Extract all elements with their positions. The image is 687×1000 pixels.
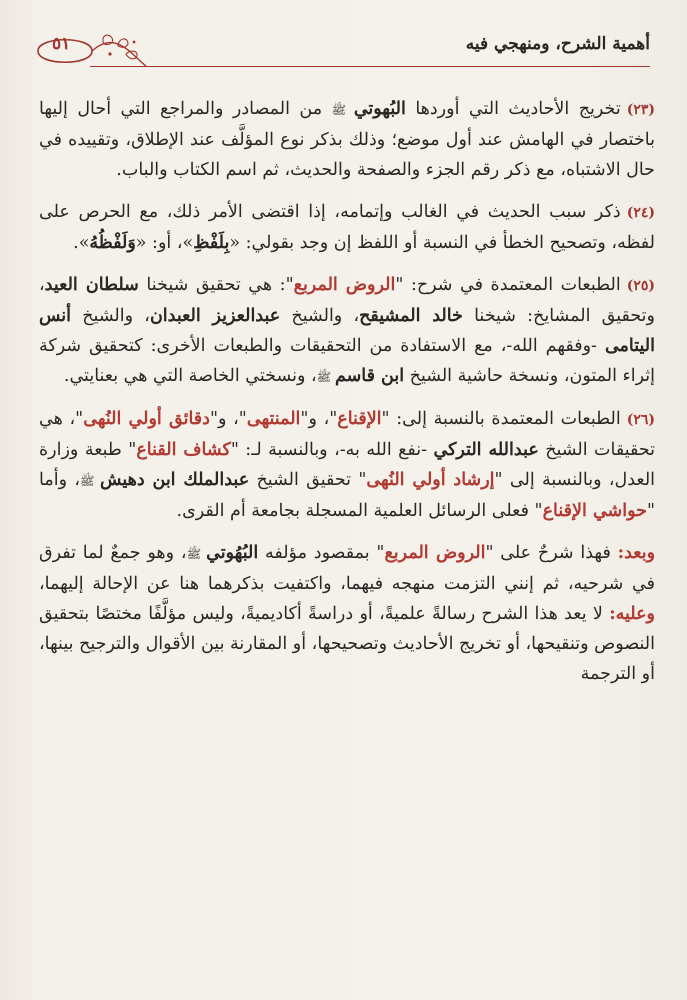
floral-ornament-icon [30,28,150,74]
bold-name: وَلَفْظُهُ [89,233,136,253]
paragraph-text [39,404,655,526]
text-run: -وفقهم الله-، مع الاستفادة من التحقيقات والطبعات الأخرى: كتحقيق شركة إثراء المتون، ونسخة حاشية الشيخ [39,336,655,386]
page-number-ornament [30,28,150,74]
bold-name: سلطان العيد [44,275,139,295]
text-run: من المصادر والمراجع التي أحال إليها باختصار في الهامش عند أول موضع؛ وذلك بذكر نوع المؤلَّف عند الإطلاق، وتقييده في حال الاشتباه، مع ذكر رقم الجزء والصفحة والحديث، ثم اسم الكتاب والباب. [39,99,655,180]
text-run: ، والشيخ [280,306,360,326]
highlighted-term: إرشاد أولي النُهى [366,470,495,490]
text-run: " فعلى الرسائل العلمية المسجلة بجامعة أم القرى. [176,501,543,521]
paragraph [39,404,655,526]
body-text [39,94,655,701]
text-run: " بمقصود مؤلفه [258,543,385,563]
bold-name: بِلَفْظِ [193,233,230,253]
header-title: أهمية الشرح، ومنهجي فيه [465,34,650,54]
text-run: " تحقيق الشيخ [249,470,367,490]
paragraph-text [39,94,655,185]
bold-name: خالد المشيقح [359,306,463,326]
highlighted-term: المنتهى [246,409,301,429]
text-run: الطبعات المعتمدة بالنسبة إلى: " [381,409,621,429]
highlighted-term: دقائق أولي النُهى [83,409,210,429]
page-number: ٥١ [52,34,71,54]
highlighted-term: الروض المربع [384,543,486,563]
text-run: ": هي تحقيق شيخنا [138,275,294,295]
text-run: لا يعد هذا الشرح رسالةً علميةً، أو دراسةً أكاديميةً، وليس مؤلَّفًا مختصًا بتحقيق النصوص وتنقيحها، أو تخريج الأحاديث وتصحيحها، أو المقارنة بين الأقوال والترجيح بينها، أو الترجمة [39,604,655,684]
text-run: ، وتحقيق المشايخ: شيخنا [39,275,655,326]
paragraph [39,197,655,258]
header-rule [90,66,650,67]
honorific-glyph: ﷺ [331,103,354,117]
item-number: (٢٣) [626,102,656,118]
honorific-glyph: ﷺ [79,474,101,488]
highlighted-term: حواشي الإقناع [542,501,647,521]
text-run: "، و" [209,409,247,429]
text-run: »، أو: « [135,233,194,253]
text-run: ، والشيخ [71,306,150,326]
running-header [30,28,650,74]
text-run: فهذا شرحٌ على " [485,543,618,563]
paragraph-text [39,538,655,689]
text-run: ذكر سبب الحديث في الغالب وإتمامه، إذا اقتضى الأمر ذلك، مع الحرص على لفظه، وتصحيح الخطأ في النسبة أو اللفظ إن وجد بقولي: « [39,202,655,253]
highlighted-term: وعليه: [609,604,655,624]
text-run: -نفع الله به-، وبالنسبة لـ: " [230,440,434,460]
honorific-glyph: ﷺ [316,370,335,384]
item-number: (٢٦) [626,412,656,428]
text-run: "، و" [300,409,338,429]
item-number: (٢٤) [626,205,655,221]
highlighted-term: الروض المربع [293,275,396,295]
paragraph [39,94,655,185]
item-number: (٢٥) [626,278,655,294]
bold-name: عبدالله التركي [433,440,539,460]
text-run: ، وأما " [39,470,655,521]
paragraph-text [39,270,655,392]
text-run: تخريج الأحاديث التي أوردها [405,99,621,119]
bold-name: أنس اليتامى [39,306,655,356]
honorific-glyph: ﷺ [186,547,207,561]
paragraph-text [39,197,655,258]
text-run: ». [73,233,90,253]
paragraph [39,538,655,689]
bold-name: عبدالملك ابن دهيش [100,470,250,490]
text-run: ، ونسختي الخاصة التي هي بعنايتي. [63,366,317,386]
text-run: الطبعات المعتمدة في شرح: " [395,275,621,295]
paragraph [39,270,655,392]
highlighted-term: الإقناع [337,409,382,429]
highlighted-term: وبعد: [617,543,656,563]
bold-name: البُهُوتي [206,543,259,563]
bold-name: ابن قاسم [334,366,405,386]
bold-name: البُهوتي [353,99,406,119]
text-run: "، هي تحقيقات الشيخ [39,409,656,460]
highlighted-term: كشاف القناع [136,440,231,460]
text-run: " طبعة وزارة العدل، وبالنسبة إلى " [39,440,656,490]
text-run: ، وهو جمعٌ لما تفرق في شرحيه، ثم إنني التزمت منهجه فيهما، واكتفيت بذكرهما هنا عن الإحالة إليهما، [39,543,655,594]
bold-name: عبدالعزيز العبدان [149,306,281,326]
